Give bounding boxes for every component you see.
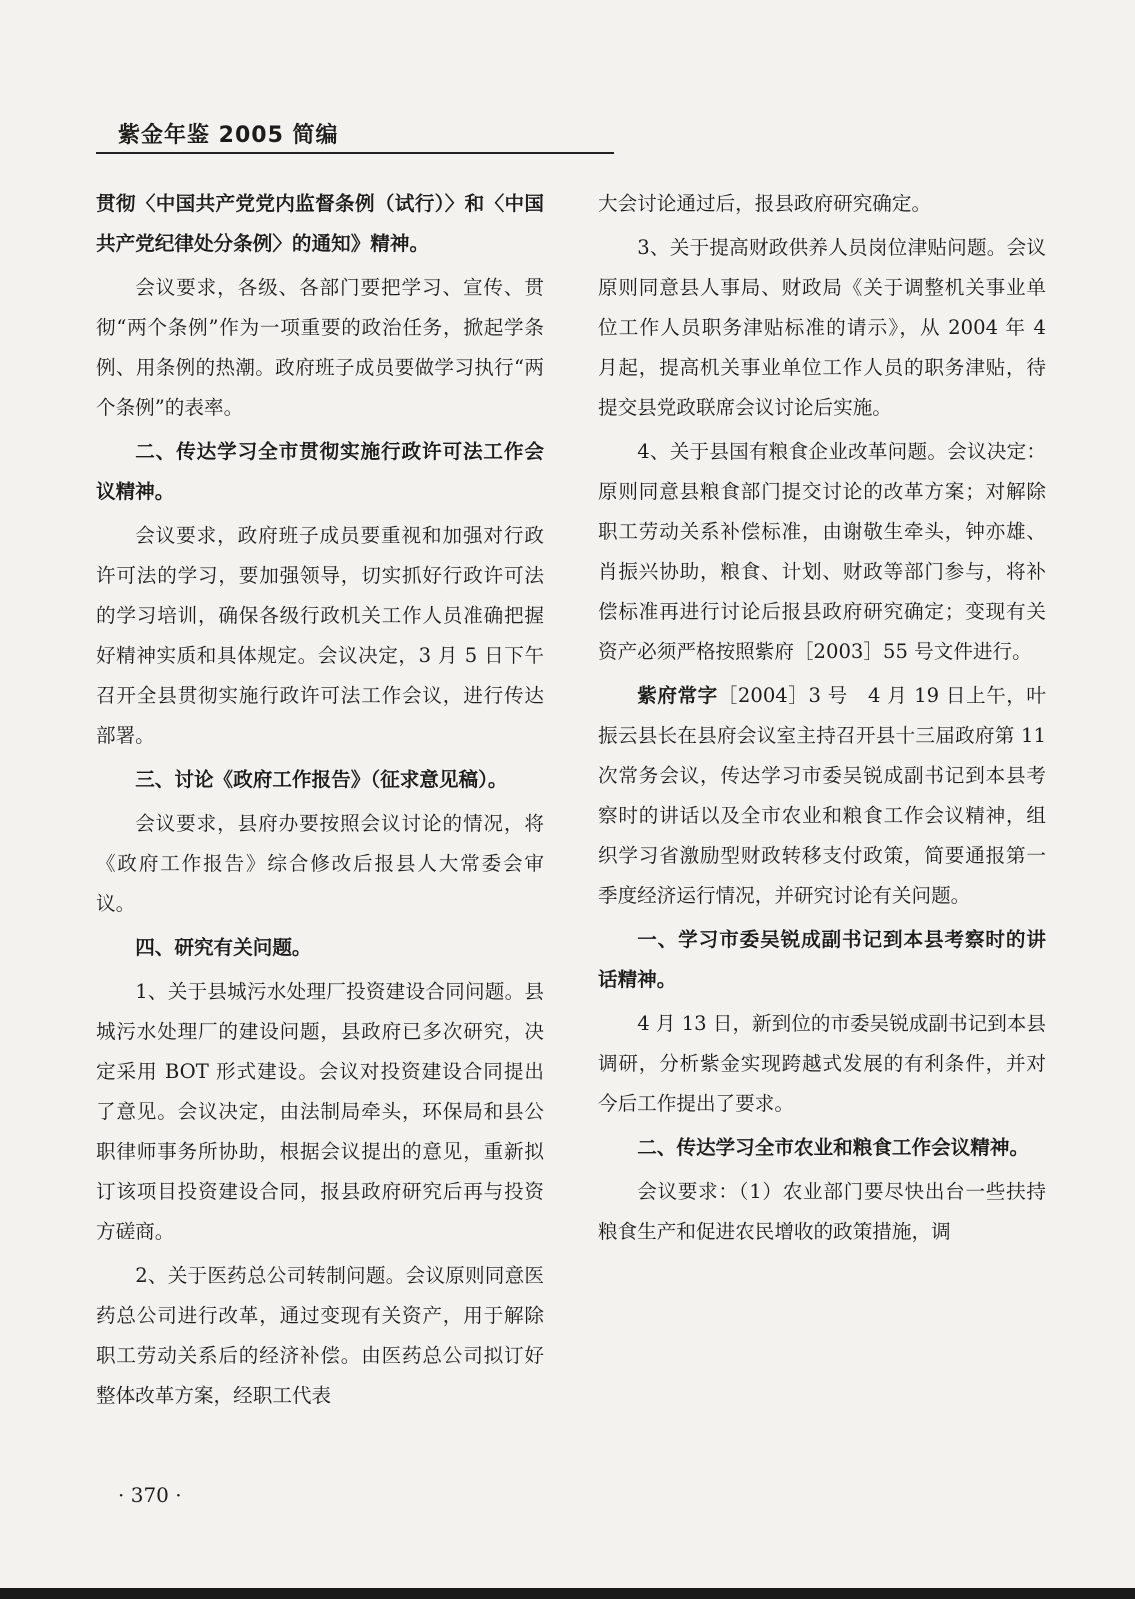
left-column — [96, 184, 544, 1420]
section-heading: 一、学习市委吴锐成副书记到本县考察时的讲话精神。 — [598, 928, 1046, 991]
header-rule — [96, 152, 614, 154]
scan-edge — [0, 1588, 1135, 1599]
paragraph: 1、关于县城污水处理厂投资建设合同问题。县城污水处理厂的建设问题，县政府已多次研究，决定采用 BOT 形式建设。会议对投资建设合同提出了意见。会议决定，由法制局牵头，环保局和县公职律师事务所协助，根据会议提出的意见，重新拟订该项目投资建设合同，报县政府研究后再与投资方磋商。 — [96, 980, 544, 1243]
page-number: · 370 · — [118, 1483, 182, 1507]
section-heading: 二、传达学习全市农业和粮食工作会议精神。 — [637, 1136, 1030, 1159]
right-column — [598, 184, 1046, 1256]
section-heading: 三、讨论《政府工作报告》（征求意见稿）。 — [135, 768, 508, 791]
document-label: 紫府常字 — [637, 684, 718, 707]
meeting-entry — [598, 676, 1046, 916]
document-number: ［2004］3 号 — [717, 684, 848, 707]
paragraph: 会议要求，县府办要按照会议讨论的情况，将《政府工作报告》综合修改后报县人大常委会审议。 — [96, 812, 544, 915]
section-heading: 四、研究有关问题。 — [135, 936, 312, 959]
paragraph: 2、关于医药总公司转制问题。会议原则同意医药总公司进行改革，通过变现有关资产，用于解除职工劳动关系后的经济补偿。由医药总公司拟订好整体改革方案，经职工代表 — [96, 1264, 544, 1407]
entry-text: 4 月 19 日上午，叶振云县长在县府会议室主持召开县十三届政府第 11 次常务会议，传达学习市委吴锐成副书记到本县考察时的讲话以及全市农业和粮食工作会议精神，组织学习省激励型财政转移支付政策，简要通报第一季度经济运行情况，并研究讨论有关问题。 — [598, 684, 1046, 907]
paragraph: 3、关于提高财政供养人员岗位津贴问题。会议原则同意县人事局、财政局《关于调整机关事业单位工作人员职务津贴标准的请示》，从 2004 年 4 月起，提高机关事业单位工作人员的职务津贴，待提交县党政联席会议讨论后实施。 — [598, 236, 1046, 419]
paragraph: 会议要求：（1）农业部门要尽快出台一些扶持粮食生产和促进农民增收的政策措施，调 — [598, 1180, 1046, 1243]
paragraph: 会议要求，政府班子成员要重视和加强对行政许可法的学习，要加强领导，切实抓好行政许可法的学习培训，确保各级行政机关工作人员准确把握好精神实质和具体规定。会议决定，3 月 5 日下午召开全县贯彻实施行政许可法工作会议，进行传达部署。 — [96, 524, 544, 747]
paragraph: 4 月 13 日，新到位的市委吴锐成副书记到本县调研，分析紫金实现跨越式发展的有利条件，并对今后工作提出了要求。 — [598, 1012, 1046, 1115]
paragraph: 大会讨论通过后，报县政府研究确定。 — [598, 192, 932, 215]
section-heading: 二、传达学习全市贯彻实施行政许可法工作会议精神。 — [96, 440, 544, 503]
paragraph: 贯彻〈中国共产党党内监督条例（试行）〉和〈中国共产党纪律处分条例〉的通知》精神。 — [96, 192, 544, 255]
running-header: 紫金年鉴 2005 简编 — [118, 123, 339, 148]
paragraph: 4、关于县国有粮食企业改革问题。会议决定：原则同意县粮食部门提交讨论的改革方案；对解除职工劳动关系补偿标准，由谢敬生牵头，钟亦雄、肖振兴协助，粮食、计划、财政等部门参与，将补偿标准再进行讨论后报县政府研究确定；变现有关资产必须严格按照紫府［2003］55 号文件进行。 — [598, 440, 1046, 663]
paragraph: 会议要求，各级、各部门要把学习、宣传、贯彻“两个条例”作为一项重要的政治任务，掀起学条例、用条例的热潮。政府班子成员要做学习执行“两个条例”的表率。 — [96, 276, 544, 419]
